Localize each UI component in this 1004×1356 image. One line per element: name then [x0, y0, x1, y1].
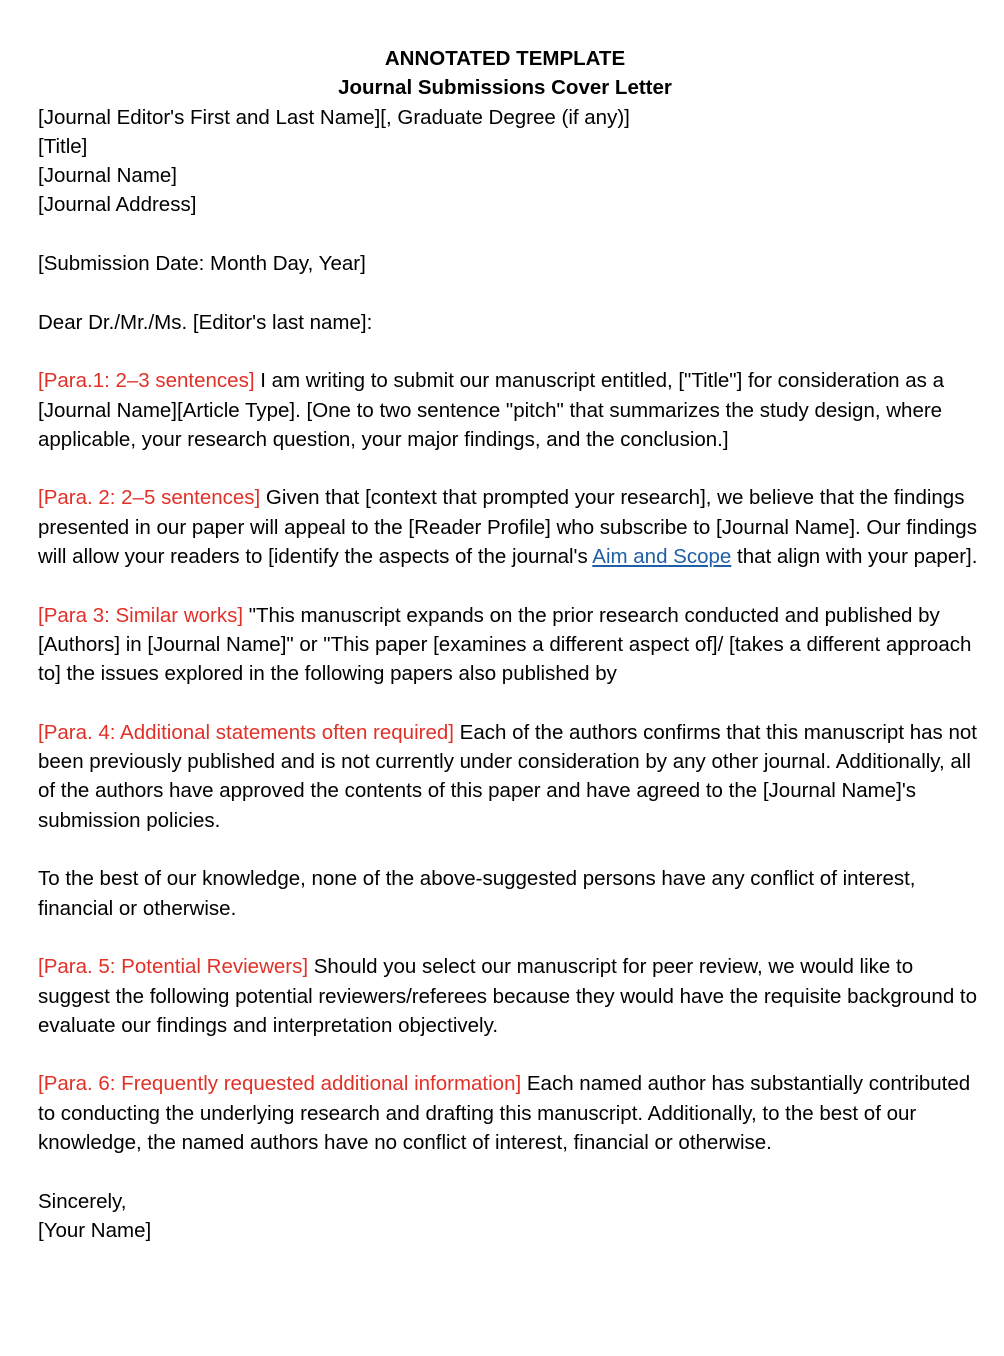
document-subtitle: Journal Submissions Cover Letter [338, 76, 672, 100]
paragraph-3 [38, 601, 978, 689]
address-line-journal-name: [Journal Name] [38, 164, 178, 188]
signature-name: [Your Name] [38, 1218, 152, 1242]
address-block [38, 103, 978, 220]
paragraph-4-text: Each of the authors confirms that this manuscript has not been previously published and is not currently under consideration by any other journal. Additionally, all of the authors have approved the contents of this paper and have agreed to the [Journal Name]'s submission policies. [38, 720, 977, 832]
paragraph-3-label: [Para 3: Similar works] [38, 603, 244, 627]
paragraph-1-text: I am writing to submit our manuscript entitled, ["Title"] for consideration as a [Journal Name][Article Type]. [One to two sentence "pitch" that summarizes the study design, where applicable, your research question, your major findings, and the conclusion.] [38, 369, 944, 451]
paragraph-6-text: Each named author has substantially contributed to conducting the underlying research and drafting this manuscript. Additionally, to the best of our knowledge, the named authors have no conflict of interest, financial or otherwise. [38, 1072, 971, 1154]
paragraph-3-text: "This manuscript expands on the prior research conducted and published by [Authors] in [Journal Name]" or "This paper [examines a different aspect of]/ [takes a different approach to] the issues explored in the following papers also published by [38, 603, 972, 686]
conflict-statement: To the best of our knowledge, none of the above-suggested persons have any conflict of interest, financial or otherwise. [38, 867, 916, 920]
document-title: ANNOTATED TEMPLATE [384, 47, 626, 70]
paragraph-5-label: [Para. 5: Potential Reviewers] [38, 955, 309, 979]
paragraph-2 [38, 483, 978, 571]
paragraph-1 [38, 366, 978, 454]
paragraph-2-label: [Para. 2: 2–5 sentences] [38, 486, 261, 510]
paragraph-5-text: Should you select our manuscript for peer review, we would like to suggest the following potential reviewers/referees because they would have the requisite background to evaluate our findings and interpretation objectively. [38, 955, 978, 1037]
paragraph-2-text-end: that align with your paper]. [731, 545, 978, 569]
paragraph-4-label: [Para. 4: Additional statements often required] [38, 720, 454, 744]
paragraph-6-label: [Para. 6: Frequently requested additional information] [38, 1072, 522, 1096]
paragraph-6 [38, 1069, 978, 1157]
cover-letter-document [38, 44, 978, 1245]
sign-off: Sincerely, [38, 1189, 127, 1213]
submission-date: [Submission Date: Month Day, Year] [38, 252, 366, 276]
paragraph-5 [38, 952, 978, 1040]
salutation: Dear Dr./Mr./Ms. [Editor's last name]: [38, 310, 373, 334]
paragraph-1-label: [Para.1: 2–3 sentences] [38, 369, 255, 393]
paragraph-4 [38, 718, 978, 835]
aim-and-scope-link[interactable]: Aim and Scope [592, 545, 732, 569]
address-line-journal-address: [Journal Address] [38, 193, 197, 217]
address-line-title: [Title] [38, 134, 88, 158]
paragraph-2-text: Given that [context that prompted your research], we believe that the findings presented in our paper will appeal to the [Reader Profile] who subscribe to [Journal Name]. Our findings will allow your readers to [identify the aspects of the journal's [38, 486, 977, 569]
address-line-editor: [Journal Editor's First and Last Name][, Graduate Degree (if any)] [38, 105, 630, 129]
